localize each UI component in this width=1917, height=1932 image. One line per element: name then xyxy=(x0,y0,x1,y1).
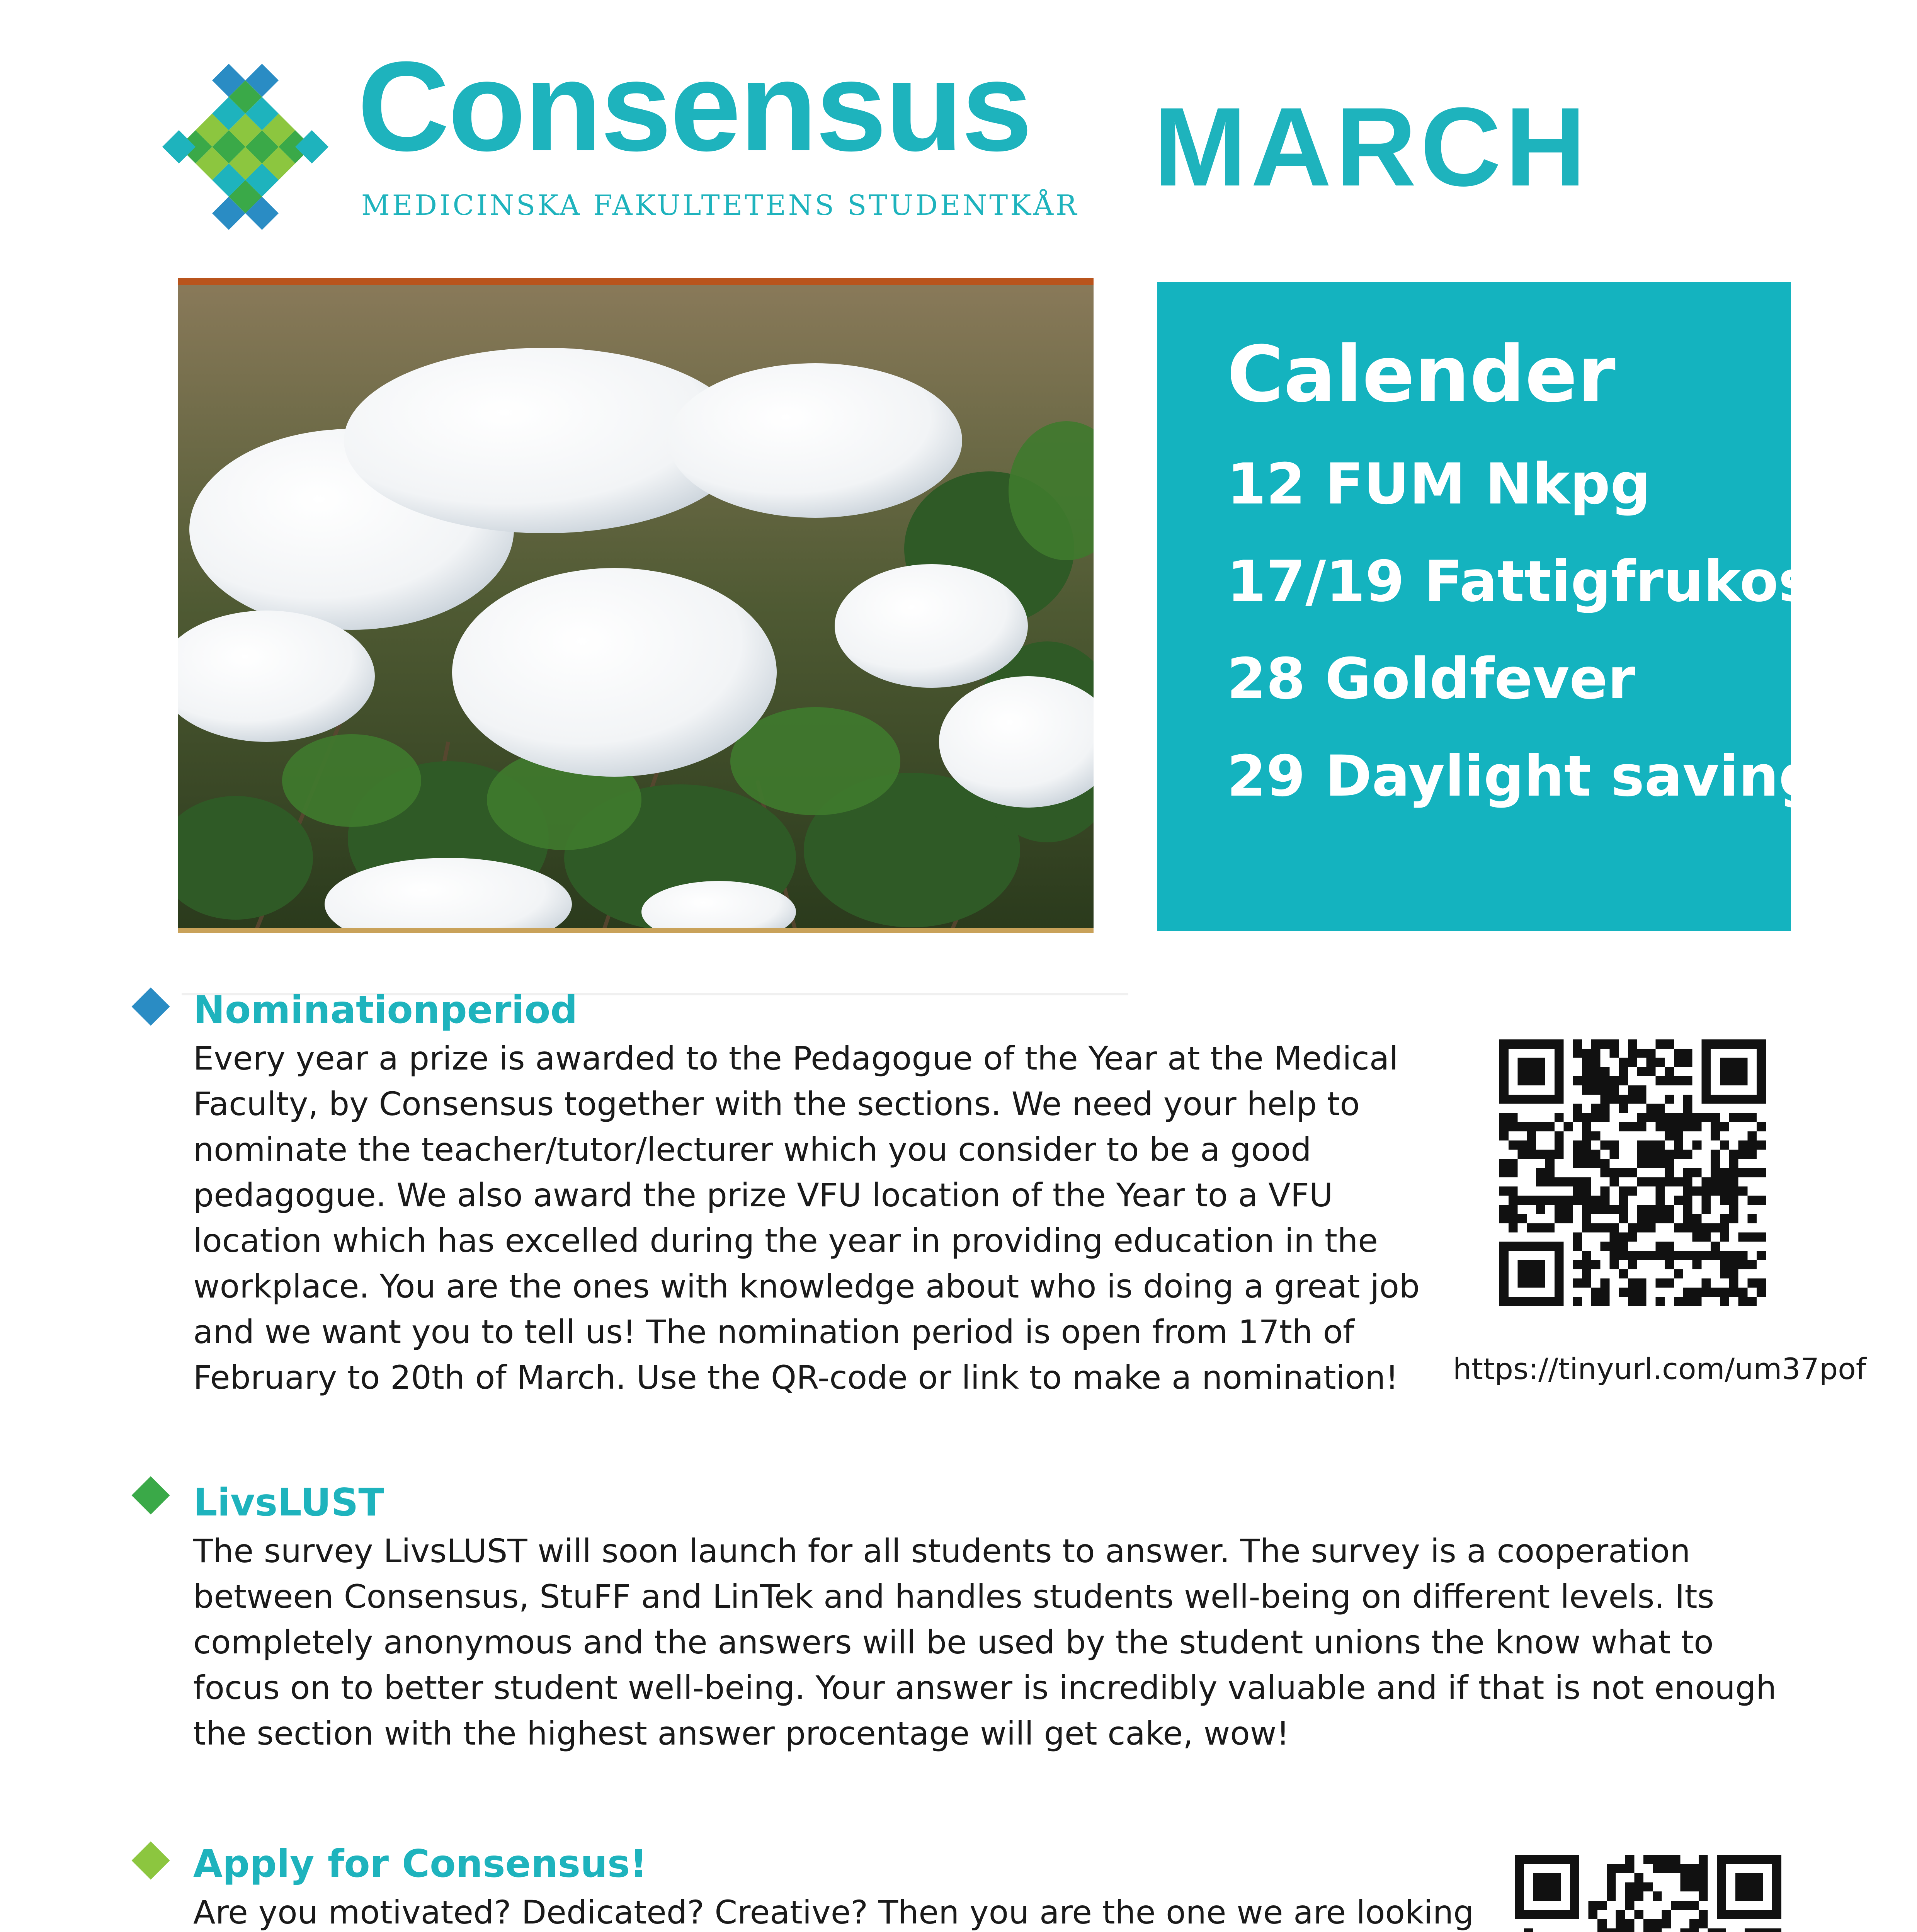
qr-code-icon[interactable] xyxy=(1499,1039,1766,1306)
nomination-line: pedagogue. We also award the prize VFU location of the Year to a VFU xyxy=(193,1176,1333,1214)
calendar-box xyxy=(1157,282,1839,931)
nomination-link[interactable]: https://tinyurl.com/um37pof xyxy=(1453,1352,1866,1386)
calendar-item: 17/19 Fattigfrukost xyxy=(1227,549,1839,614)
diamond-bullet-icon xyxy=(132,988,170,1026)
calendar-item: 29 Daylight saving xyxy=(1227,743,1819,809)
nomination-line: location which has excelled during the year in providing education in the xyxy=(193,1222,1378,1260)
livslust-title: LivsLUST xyxy=(193,1481,384,1525)
livslust-line: The survey LivsLUST will soon launch for all students to answer. The survey is a cooperation xyxy=(193,1532,1691,1570)
livslust-line: completely anonymous and the answers will be used by the student unions the know what to xyxy=(193,1623,1714,1661)
nomination-line: and we want you to tell us! The nomination period is open from 17th of xyxy=(193,1313,1354,1351)
diamond-bullet-icon xyxy=(132,1842,170,1880)
calendar-item: 28 Goldfever xyxy=(1227,646,1636,712)
calendar-title: Calender xyxy=(1227,330,1616,420)
nomination-line: Every year a prize is awarded to the Pedagogue of the Year at the Medical xyxy=(193,1039,1398,1077)
snow-bush-photo xyxy=(178,278,1094,933)
nomination-line: February to 20th of March. Use the QR-code or link to make a nomination! xyxy=(193,1359,1399,1396)
nomination-line: Faculty, by Consensus together with the sections. We need your help to xyxy=(193,1085,1360,1123)
livslust-line: the section with the highest answer procentage will get cake, wow! xyxy=(193,1714,1290,1752)
livslust-line: focus on to better student well-being. Your answer is incredibly valuable and if that is not enough xyxy=(193,1669,1777,1707)
apply-title: Apply for Consensus! xyxy=(193,1842,647,1886)
apply-body xyxy=(193,1889,1474,1932)
month-title: MARCH xyxy=(1153,84,1590,209)
calendar-item: 12 FUM Nkpg xyxy=(1227,451,1651,517)
nomination-body xyxy=(193,1036,1420,1400)
qr-code-icon[interactable] xyxy=(1515,1855,1781,1932)
logo-subtitle: MEDICINSKA FAKULTETENS STUDENTKÅR xyxy=(361,189,1079,221)
cross-logo-icon xyxy=(162,64,328,230)
nomination-line: nominate the teacher/tutor/lecturer which you consider to be a good xyxy=(193,1131,1311,1168)
logo-title: Consensus xyxy=(357,35,1031,177)
apply-line: Are you motivated? Dedicated? Creative? Then you are the one we are looking xyxy=(193,1893,1474,1931)
nomination-line: workplace. You are the ones with knowledge about who is doing a great job xyxy=(193,1267,1420,1305)
livslust-line: between Consensus, StuFF and LinTek and handles students well-being on different levels. Its xyxy=(193,1578,1715,1616)
diamond-bullet-icon xyxy=(132,1476,170,1515)
nomination-title: Nominationperiod xyxy=(193,988,578,1032)
livslust-body xyxy=(193,1528,1776,1756)
